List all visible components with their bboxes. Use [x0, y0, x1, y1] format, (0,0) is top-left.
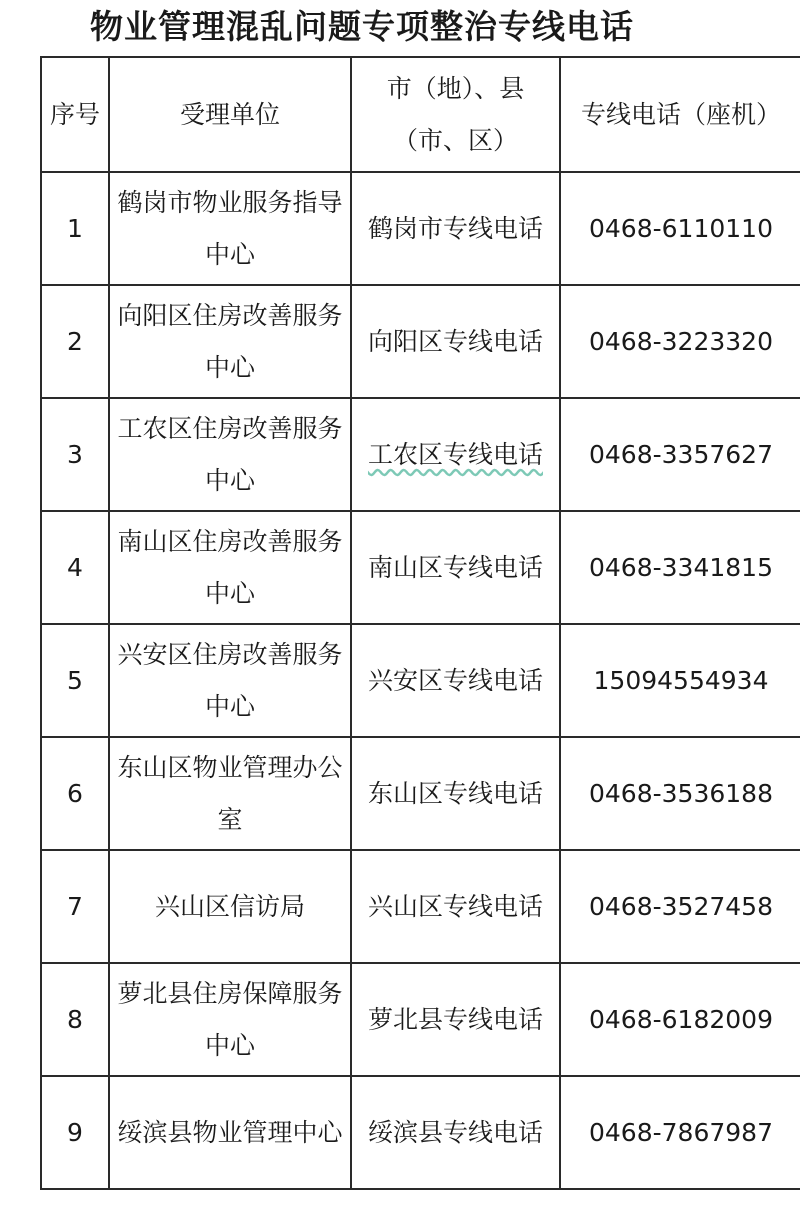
- header-no: 序号: [41, 57, 109, 172]
- spellcheck-underlined-text[interactable]: 工农区专线电话: [367, 439, 543, 469]
- cell-phone: 15094554934: [560, 624, 800, 737]
- cell-phone: 0468-3536188: [560, 737, 800, 850]
- table-row: [41, 850, 800, 963]
- cell-phone: 0468-3527458: [560, 850, 800, 963]
- table-row: [41, 172, 800, 285]
- cell-no: 8: [41, 963, 109, 1076]
- header-unit: 受理单位: [109, 57, 351, 172]
- table-row: [41, 1076, 800, 1189]
- cell-no: 5: [41, 624, 109, 737]
- cell-area: 兴山区专线电话: [351, 850, 560, 963]
- table-row: [41, 511, 800, 624]
- cell-no: 4: [41, 511, 109, 624]
- cell-area: 兴安区专线电话: [351, 624, 560, 737]
- cell-area: 南山区专线电话: [351, 511, 560, 624]
- cell-unit: 萝北县住房保障服务中心: [109, 963, 351, 1076]
- cell-no: 9: [41, 1076, 109, 1189]
- cell-no: 2: [41, 285, 109, 398]
- cell-area: 东山区专线电话: [351, 737, 560, 850]
- header-area: 市（地）、县（市、区）: [351, 57, 560, 172]
- cell-unit: 兴安区住房改善服务中心: [109, 624, 351, 737]
- cell-phone: 0468-3341815: [560, 511, 800, 624]
- cell-phone: 0468-3357627: [560, 398, 800, 511]
- hotline-table: [40, 56, 800, 1190]
- cell-phone: 0468-7867987: [560, 1076, 800, 1189]
- table-header-row: [41, 57, 800, 172]
- cell-area: 向阳区专线电话: [351, 285, 560, 398]
- header-phone: 专线电话（座机）: [560, 57, 800, 172]
- cell-area: 绥滨县专线电话: [351, 1076, 560, 1189]
- cell-unit: 南山区住房改善服务中心: [109, 511, 351, 624]
- table-row: [41, 963, 800, 1076]
- cell-unit: 东山区物业管理办公室: [109, 737, 351, 850]
- cell-unit: 工农区住房改善服务中心: [109, 398, 351, 511]
- page-title: 物业管理混乱问题专项整治专线电话: [90, 7, 634, 46]
- cell-area: 萝北县专线电话: [351, 963, 560, 1076]
- table-row: [41, 624, 800, 737]
- cell-phone: 0468-6182009: [560, 963, 800, 1076]
- cell-area: [351, 398, 560, 511]
- table-row: [41, 285, 800, 398]
- cell-unit: 绥滨县物业管理中心: [109, 1076, 351, 1189]
- cell-phone: 0468-3223320: [560, 285, 800, 398]
- cell-area: 鹤岗市专线电话: [351, 172, 560, 285]
- table-row: [41, 398, 800, 511]
- cell-no: 3: [41, 398, 109, 511]
- cell-no: 6: [41, 737, 109, 850]
- cell-unit: 鹤岗市物业服务指导中心: [109, 172, 351, 285]
- cell-no: 7: [41, 850, 109, 963]
- table-row: [41, 737, 800, 850]
- cell-unit: 向阳区住房改善服务中心: [109, 285, 351, 398]
- cell-unit: 兴山区信访局: [109, 850, 351, 963]
- cell-no: 1: [41, 172, 109, 285]
- cell-phone: 0468-6110110: [560, 172, 800, 285]
